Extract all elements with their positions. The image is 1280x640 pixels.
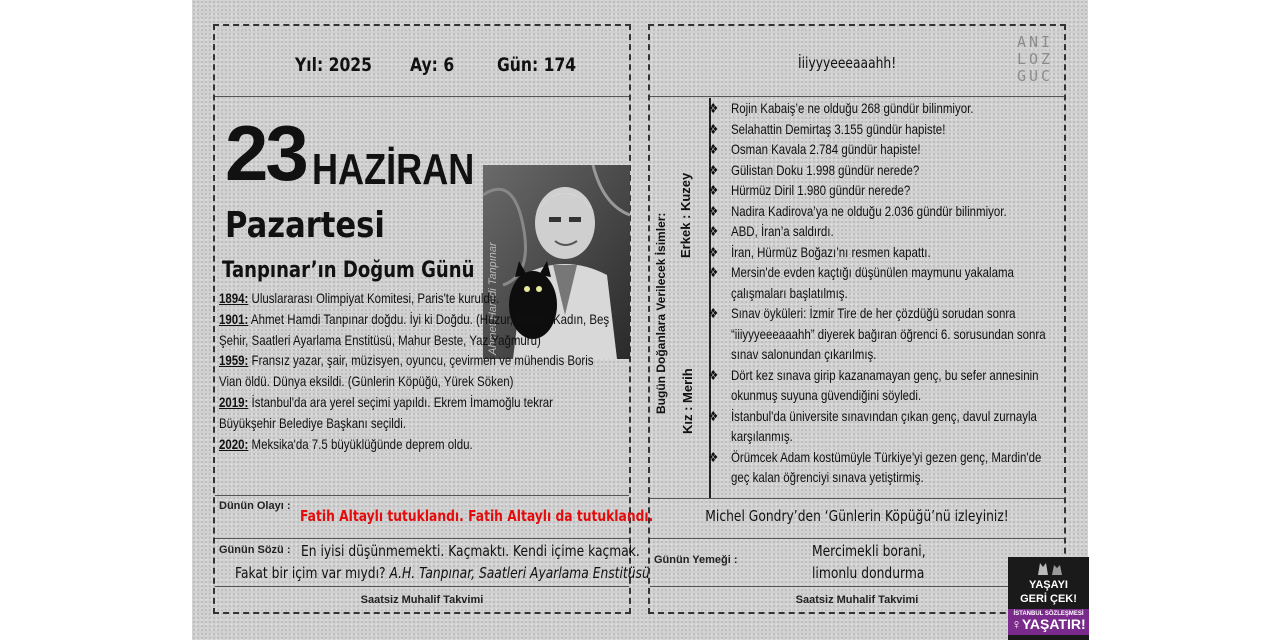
footer-right: Saatsiz Muhalif Takvimi [795, 594, 919, 606]
diamond-bullet-icon: ❖ [708, 243, 719, 260]
month-name: HAZİRAN [312, 145, 475, 194]
badge-line-3: İSTANBUL SÖZLEŞMESİ [1013, 611, 1084, 617]
quote-line-1: En iyisi düşünmemekti. Kaçmaktı. Kendi içime kaçmak. [301, 542, 640, 560]
event-item [219, 434, 613, 455]
diamond-bullet-icon: ❖ [708, 366, 719, 383]
diamond-bullet-icon: ❖ [708, 120, 719, 137]
event-year: 1894: [219, 290, 249, 306]
event-item [219, 288, 613, 309]
badge-line-2: GERİ ÇEK! [1020, 593, 1077, 605]
weekday-name: Pazartesi [225, 205, 385, 246]
quote-label: Günün Sözü : [219, 544, 291, 556]
list-item-text: İran, Hürmüz Boğazı’nı resmen kapattı. [730, 243, 931, 260]
list-item [708, 119, 1061, 140]
list-item-text: Rojin Kabaiş’e ne olduğu 268 gündür bilinmiyor. [730, 100, 974, 116]
top-exclamation: İiiyyyeeeaaahh! [798, 54, 897, 72]
diamond-bullet-icon: ❖ [708, 202, 719, 219]
event-of-day-label: Dünün Olayı : [219, 500, 291, 512]
year-label: Yıl: 2025 [295, 54, 372, 76]
history-events [219, 288, 613, 454]
list-item-text: İstanbul'da üniversite sınavından çıkan genç, davul zurnayla karşılanmış. [730, 407, 1037, 444]
list-item [708, 139, 1061, 160]
events-divider [215, 495, 629, 496]
event-text: Meksika'da 7.5 büyüklüğünde deprem oldu. [248, 435, 473, 452]
event-year: 1959: [219, 352, 249, 369]
brand-logo [1010, 34, 1060, 85]
list-item-text: ABD, İran’a saldırdı. [730, 223, 834, 239]
badge-line-1: YAŞAYI [1029, 579, 1068, 591]
diamond-bullet-icon: ❖ [708, 407, 719, 424]
list-item-text: Hürmüz Diril 1.980 gündür nerede? [730, 182, 911, 198]
list-item [708, 242, 1061, 263]
event-year: 2019: [219, 393, 249, 410]
recommendation-wrap [650, 507, 1064, 526]
recommendation-divider [650, 498, 1064, 499]
list-item-text: Nadira Kadirova’ya ne olduğu 2.036 gündür bilinmiyor. [730, 202, 1007, 219]
list-item-text: Gülistan Doku 1.998 gündür nerede? [730, 161, 920, 178]
logo-line: ANI [1016, 33, 1054, 51]
event-item [219, 350, 613, 392]
diamond-bullet-icon: ❖ [708, 264, 719, 280]
cat-silhouette-icon [1008, 557, 1089, 575]
venus-icon: ♀ [1011, 616, 1022, 632]
event-item [219, 309, 613, 351]
quote-author: A.H. Tanpınar, Saatleri Ayarlama Enstitüsü [389, 564, 650, 582]
diamond-bullet-icon: ❖ [708, 141, 719, 157]
special-day-title: Tanpınar’ın Doğum Günü [222, 258, 475, 283]
diamond-bullet-icon: ❖ [708, 100, 719, 116]
list-item-text: Sınav öyküleri: İzmir Tire de her çözdüğü sorudan sonra “iiiyyyeeeaaahh” diyerek bağıran öğrenci 6. sorusundan sonra sınav salonundan çıkarılmış. [730, 305, 1046, 362]
list-item-text: Selahattin Demirtaş 3.155 gündür hapiste! [730, 120, 946, 137]
header-divider-right [650, 96, 1064, 97]
list-item-text: Osman Kavala 2.784 gündür hapiste! [730, 141, 921, 157]
event-text: Fransız yazar, şair, müzisyen, oyuncu, çevirmen ve mühendis Boris Vian öldü. Dünya eksildi. (Günlerin Köpüğü, Yürek Söken) [219, 352, 594, 390]
day-number-label: Gün: 174 [497, 54, 577, 76]
meal-divider [650, 538, 1064, 539]
event-text: Uluslararası Olimpiyat Komitesi, Paris'te kuruldu. [248, 290, 500, 306]
header-divider [215, 96, 629, 97]
meal-line-2: limonlu dondurma [812, 564, 925, 582]
quote-line-2-text: Fakat bir içim var mıydı? [235, 564, 386, 582]
footer-divider-right [650, 586, 1064, 587]
names-label: Bugün Doğanlara Verilecek İsimler: [654, 212, 668, 414]
list-item [708, 365, 1061, 406]
footer-divider [215, 586, 629, 587]
film-recommendation: Michel Gondry’den ‘Günlerin Köpüğü’nü izleyiniz! [705, 507, 1009, 525]
month-number-label: Ay: 6 [410, 54, 455, 76]
event-year: 2020: [219, 435, 249, 452]
badge-purple-band [1008, 609, 1089, 635]
diamond-bullet-icon: ❖ [708, 161, 719, 178]
campaign-badge [1008, 557, 1089, 640]
logo-line: LOZ [1016, 50, 1054, 68]
diamond-bullet-icon: ❖ [708, 223, 719, 239]
news-list [708, 98, 1061, 488]
event-of-day-text: Fatih Altaylı tutuklandı. Fatih Altaylı da tutuklandı. [300, 507, 654, 525]
list-item [708, 303, 1061, 365]
list-item [708, 262, 1061, 303]
event-item [219, 392, 613, 434]
list-item-text: Mersin'de evden kaçtığı düşünülen maymunu yakalama çalışmaları başlatılmış. [730, 264, 1014, 301]
list-item [708, 221, 1061, 242]
list-item [708, 160, 1061, 181]
quote-line-2 [235, 564, 650, 582]
day-number-big: 23 [225, 109, 306, 197]
cats-icon [1008, 557, 1089, 575]
list-item [708, 180, 1061, 201]
list-item-text: Örümcek Adam kostümüyle Türkiye'yi gezen genç, Mardin'de geç kalan öğrenciyi sınava yetiştirmiş. [730, 448, 1042, 485]
event-text: Ahmet Hamdi Tanpınar doğdu. İyi ki Doğdu. (Huzur, Aydaki Kadın, Beş Şehir, Saatleri Ayarlama Enstitüsü, Mahur Beste, Yaz Yağmuru) [219, 310, 610, 348]
list-item [708, 406, 1061, 447]
list-item [708, 447, 1061, 488]
list-item [708, 98, 1061, 119]
list-item [708, 201, 1061, 222]
names-female: Kız : Merih [680, 368, 695, 434]
event-year: 1901: [219, 310, 249, 327]
logo-line: GUC [1016, 67, 1054, 85]
left-calendar-card [213, 24, 654, 614]
names-male: Erkek : Kuzey [678, 172, 693, 258]
diamond-bullet-icon: ❖ [708, 182, 719, 198]
diamond-bullet-icon: ❖ [708, 305, 719, 321]
meal-line-1: Mercimekli borani, [812, 542, 926, 560]
photo-caption: Ahmet Hamdi Tanpınar [487, 242, 499, 355]
diamond-bullet-icon: ❖ [708, 448, 719, 465]
quote-divider [215, 538, 629, 539]
list-item-text: Dört kez sınava girip kazanamayan genç, bu sefer annesinin okunmuş suyuna güvendiğini söyledi. [730, 366, 1039, 403]
right-calendar-card [648, 24, 1066, 614]
meal-label: Günün Yemeği : [654, 554, 738, 566]
event-text: İstanbul'da ara yerel seçimi yapıldı. Ekrem İmamoğlu tekrar Büyükşehir Belediye Başkanı seçildi. [219, 393, 553, 431]
badge-line-4 [1008, 617, 1089, 632]
badge-line-4-text: YAŞATIR! [1021, 616, 1086, 632]
footer-left: Saatsiz Muhalif Takvimi [360, 594, 484, 606]
